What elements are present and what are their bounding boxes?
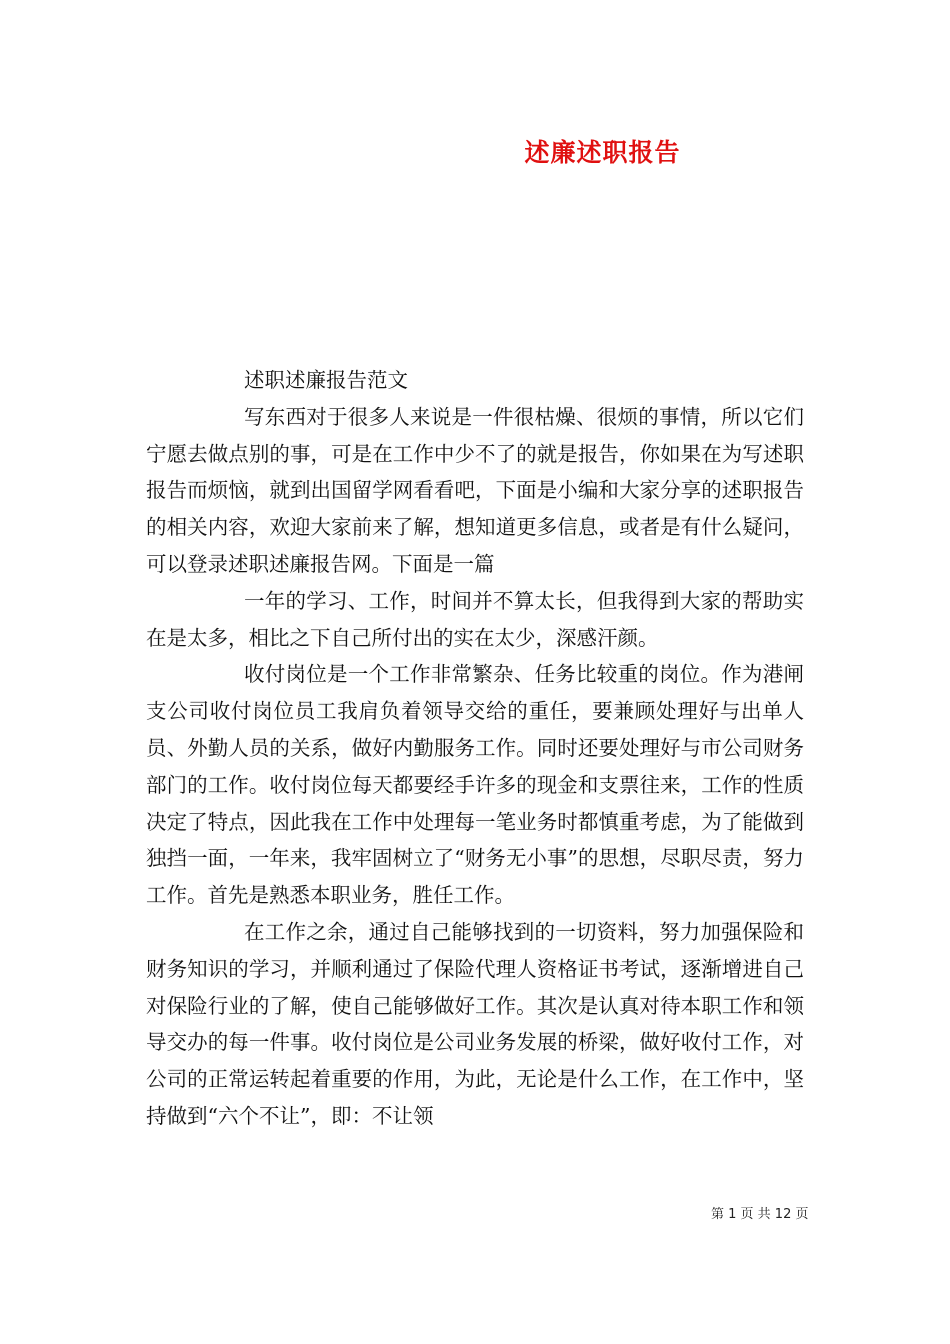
document-subtitle: 述职述廉报告范文 <box>244 368 408 392</box>
paragraph: 一年的学习、工作，时间并不算太长，但我得到大家的帮助实在是太多，相比之下自己所付出的实在太少，深感汗颜。 <box>146 588 804 650</box>
paragraph: 收付岗位是一个工作非常繁杂、任务比较重的岗位。作为港闸支公司收付岗位员工我肩负着领导交给的重任，要兼顾处理好与出单人员、外勤人员的关系，做好内勤服务工作。同时还要处理好与市公司财务部门的工作。收付岗位每天都要经手许多的现金和支票往来，工作的性质决定了特点，因此我在工作中处理每一笔业务时都慎重考虑，为了能做到独挡一面，一年来，我牢固树立了“财务无小事”的思想，尽职尽责，努力工作。首先是熟悉本职业务，胜任工作。 <box>146 662 804 908</box>
document-body <box>146 362 804 1135</box>
paragraph: 在工作之余，通过自己能够找到的一切资料，努力加强保险和财务知识的学习，并顺利通过了保险代理人资格证书考试，逐渐增进自己对保险行业的了解，使自己能够做好工作。其次是认真对待本职工作和领导交办的每一件事。收付岗位是公司业务发展的桥梁，做好收付工作，对公司的正常运转起着重要的作用，为此，无论是什么工作，在工作中，坚持做到“六个不让”，即：不让领 <box>146 919 804 1128</box>
paragraph: 写东西对于很多人来说是一件很枯燥、很烦的事情，所以它们宁愿去做点别的事，可是在工作中少不了的就是报告，你如果在为写述职报告而烦恼，就到出国留学网看看吧，下面是小编和大家分享的述职报告的相关内容，欢迎大家前来了解，想知道更多信息，或者是有什么疑问，可以登录述职述廉报告网。下面是一篇 <box>146 404 804 576</box>
page-indicator: 第 1 页 共 12 页 <box>711 1207 809 1222</box>
document-title: 述廉述职报告 <box>524 138 681 167</box>
